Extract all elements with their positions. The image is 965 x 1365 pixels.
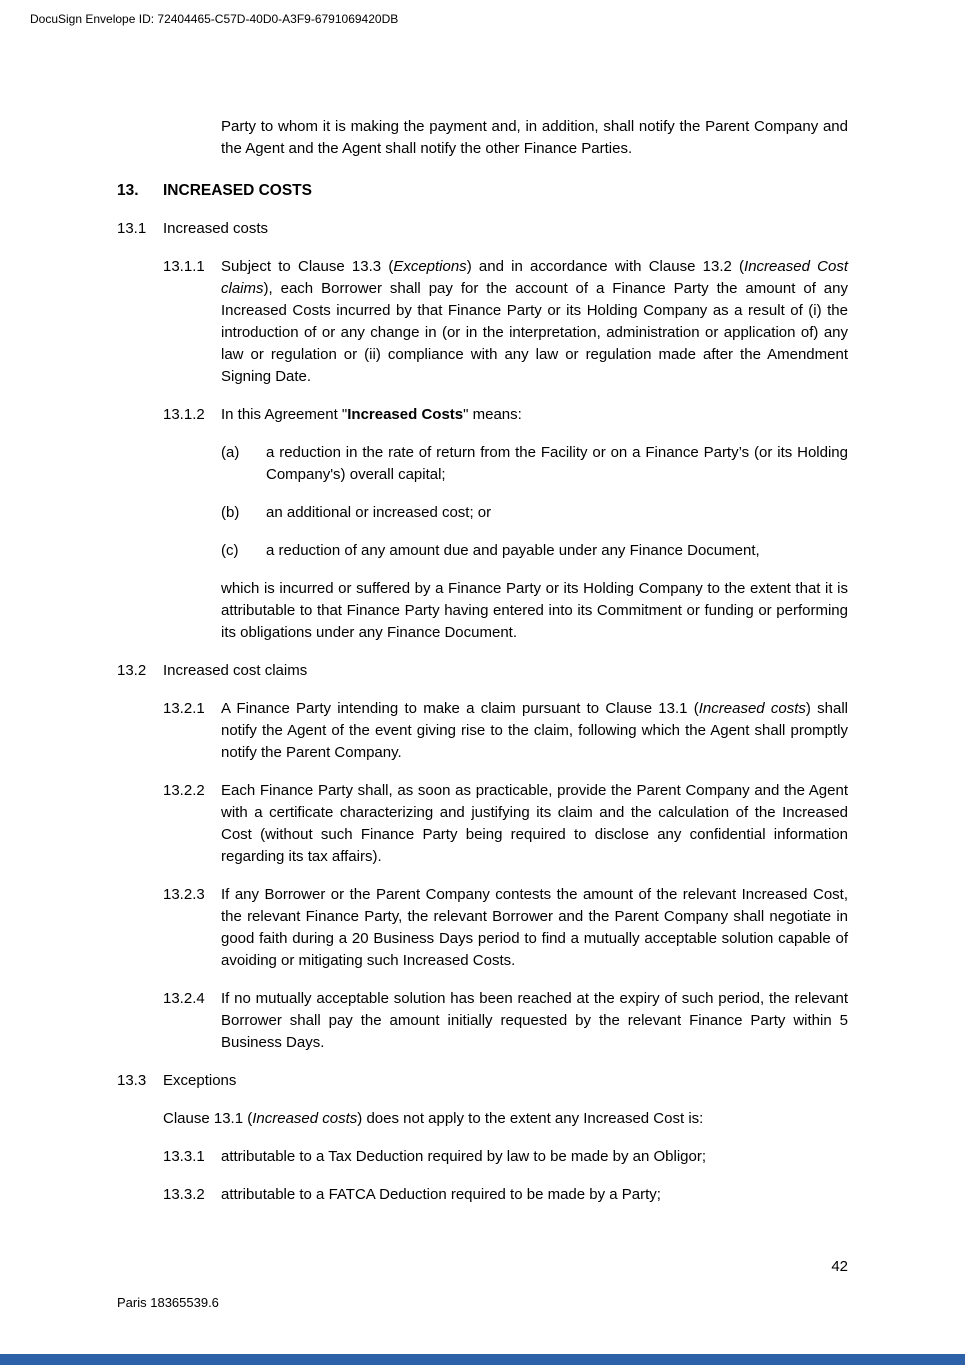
clause-13-2-3 — [163, 884, 848, 972]
italic-text: Increased costs — [698, 700, 806, 717]
page-number: 42 — [831, 1258, 848, 1275]
clause-text: If any Borrower or the Parent Company contests the amount of the relevant Increased Cost, the relevant Finance Party, the relevant Borrower and the Parent Company shall negotiate in good faith during a 20 Business Days period to find a mutually acceptable solution capable of avoiding or mitigating such Increased Costs. — [221, 886, 848, 969]
bold-text: Increased Costs — [347, 406, 464, 423]
text-segment: Subject to Clause 13.3 ( — [221, 258, 394, 275]
docusign-envelope-id: DocuSign Envelope ID: 72404465-C57D-40D0-A3F9-6791069420DB — [30, 12, 399, 26]
continuation-paragraph: Party to whom it is making the payment and, in addition, shall notify the Parent Company and the Agent and the Agent shall notify the other Finance Parties. — [221, 118, 848, 157]
clause-title: Increased costs — [163, 220, 269, 237]
text-segment: ) and in accordance with Clause 13.2 ( — [466, 258, 745, 275]
clause-number: 13.2.3 — [163, 886, 205, 903]
section-number: 13. — [117, 182, 139, 199]
clause-text — [221, 256, 848, 388]
clause-number: 13.3.2 — [163, 1186, 205, 1203]
clause-number: 13.1.1 — [163, 258, 205, 275]
clause-title: Exceptions — [163, 1072, 237, 1089]
clause-13-1-tail-paragraph: which is incurred or suffered by a Finance Party or its Holding Company to the extent that it is attributable to that Finance Party having entered into its Commitment or funding or performing its obligations under any Finance Document. — [221, 580, 848, 641]
clause-number: 13.2.2 — [163, 782, 205, 799]
text-segment: Clause 13.1 ( — [163, 1110, 253, 1127]
clause-text: If no mutually acceptable solution has been reached at the expiry of such period, the relevant Borrower shall pay the amount initially requested by the relevant Finance Party within 5 Business Days. — [221, 990, 848, 1051]
text-segment: ), each Borrower shall pay for the account of a Finance Party the amount of any Increased Costs incurred by that Finance Party or its Holding Company as a result of (i) the introduction of or any change in (or in the interpretation, administration or application of) any law or regulation or (ii) compliance with any law or regulation made after the Amendment Signing Date. — [221, 280, 848, 385]
clause-13-2-4 — [163, 988, 848, 1054]
clause-number: 13.1.2 — [163, 406, 205, 423]
text-segment: In this Agreement " — [221, 406, 348, 423]
list-text: a reduction in the rate of return from the Facility or on a Finance Party’s (or its Holding Company's) overall capital; — [266, 444, 848, 483]
clause-number: 13.3 — [117, 1072, 147, 1089]
list-letter: (c) — [221, 542, 239, 559]
clause-13-3-1 — [163, 1146, 848, 1168]
text-segment: " means: — [463, 406, 522, 423]
bottom-blue-bar — [0, 1354, 965, 1365]
clause-text — [221, 698, 848, 764]
section-title: INCREASED COSTS — [163, 182, 312, 199]
italic-text: Exceptions — [393, 258, 467, 275]
clause-text — [221, 404, 848, 426]
list-item-a — [221, 442, 848, 486]
list-item-c — [221, 540, 848, 562]
clause-number: 13.3.1 — [163, 1148, 205, 1165]
clause-13-2-1 — [163, 698, 848, 764]
clause-text: attributable to a Tax Deduction required by law to be made by an Obligor; — [221, 1148, 707, 1165]
clause-13-1-heading — [117, 218, 848, 240]
text-segment: A Finance Party intending to make a claim pursuant to Clause 13.1 ( — [221, 700, 699, 717]
list-text: a reduction of any amount due and payable under any Finance Document, — [266, 542, 760, 559]
clause-text: Each Finance Party shall, as soon as practicable, provide the Parent Company and the Agent with a certificate characterizing and justifying its claim and the calculation of the Increased Cost (without such Finance Party being required to disclose any confidential information regarding its tax affairs). — [221, 782, 848, 865]
clause-13-1-2 — [163, 404, 848, 426]
clause-number: 13.2.1 — [163, 700, 205, 717]
clause-number: 13.2.4 — [163, 990, 205, 1007]
section-13-heading — [117, 180, 848, 202]
clause-13-1-1 — [163, 256, 848, 388]
document-reference: Paris 18365539.6 — [117, 1295, 219, 1310]
clause-13-3-heading — [117, 1070, 848, 1092]
list-letter: (a) — [221, 444, 240, 461]
italic-text: Increased costs — [252, 1110, 358, 1127]
clause-text: attributable to a FATCA Deduction required to be made by a Party; — [221, 1186, 661, 1203]
clause-13-3-intro-paragraph — [163, 1108, 848, 1130]
text-segment: ) does not apply to the extent any Increased Cost is: — [357, 1110, 704, 1127]
clause-13-3-2 — [163, 1184, 848, 1206]
list-letter: (b) — [221, 504, 240, 521]
italic-text: Increased Cost claims — [221, 258, 848, 297]
clause-number: 13.1 — [117, 220, 147, 237]
text-segment: ) shall notify the Agent of the event giving rise to the claim, following which the Agent shall promptly notify the Parent Company. — [221, 700, 849, 761]
list-text: an additional or increased cost; or — [266, 504, 492, 521]
clause-13-2-2 — [163, 780, 848, 868]
clause-13-2-heading — [117, 660, 848, 682]
list-item-b — [221, 502, 848, 524]
clause-number: 13.2 — [117, 662, 147, 679]
document-content — [117, 116, 848, 1206]
clause-title: Increased cost claims — [163, 662, 308, 679]
